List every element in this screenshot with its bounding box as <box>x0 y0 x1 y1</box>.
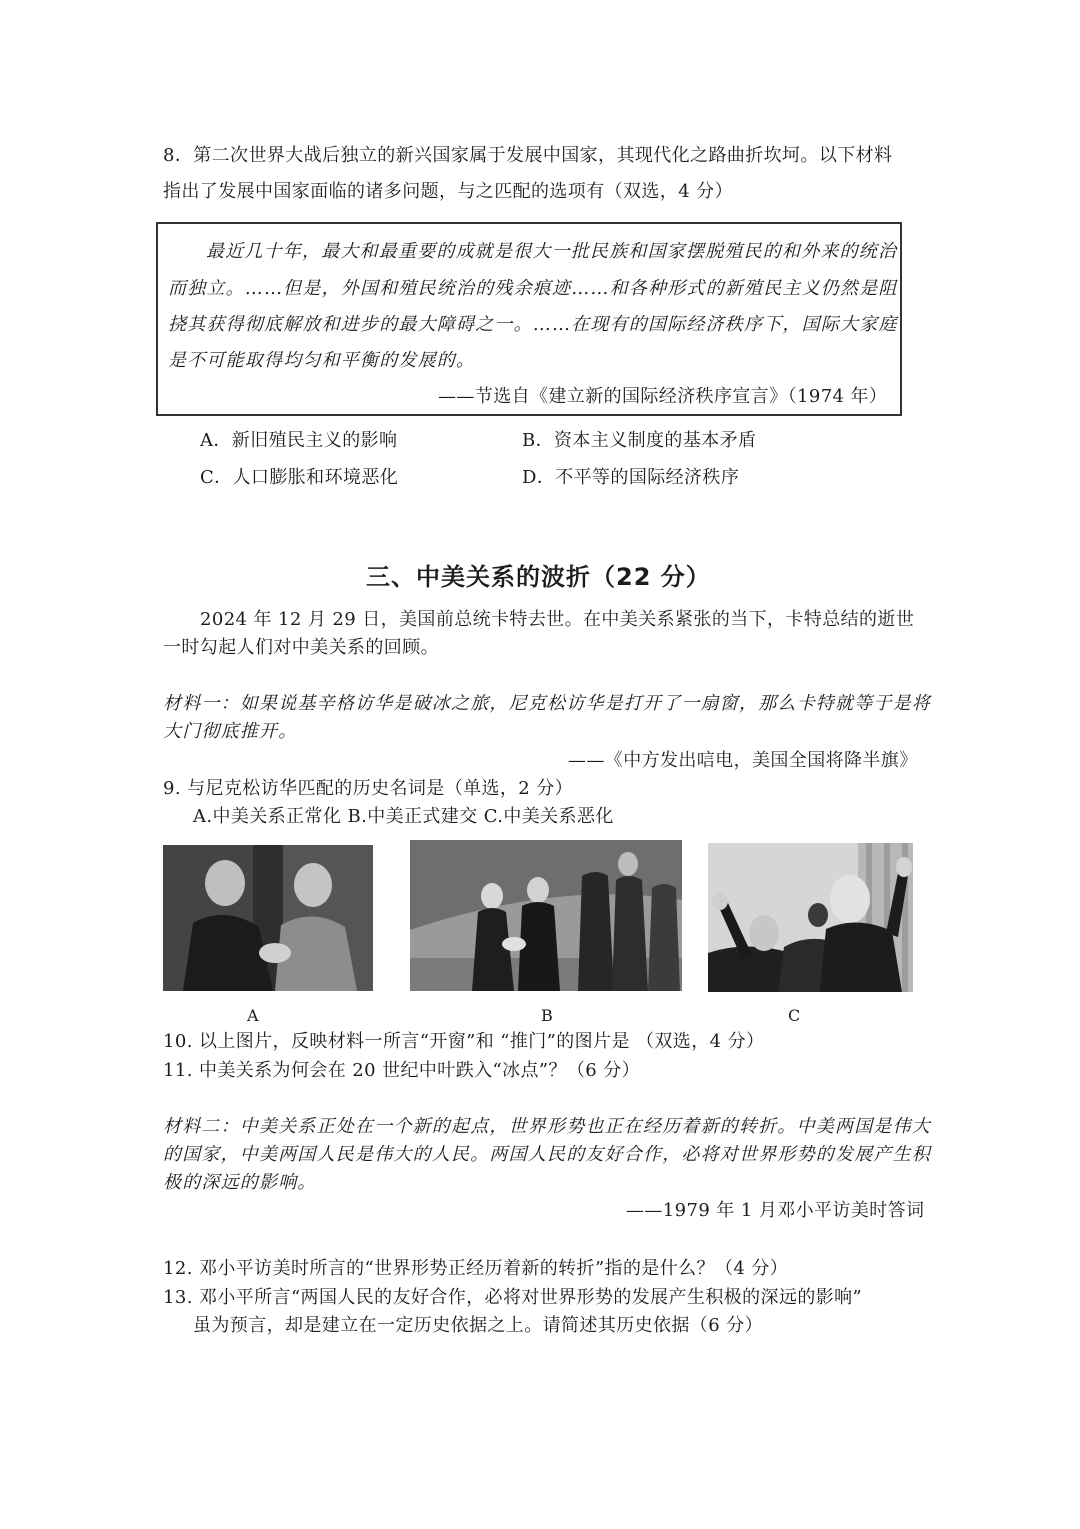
photo-b <box>410 840 682 991</box>
q9-stem: 9. 与尼克松访华匹配的历史名词是（单选，2 分） <box>163 778 574 799</box>
q9-options: A.中美关系正常化 B.中美正式建交 C.中美关系恶化 <box>193 806 614 827</box>
q11-stem: 11. 中美关系为何会在 20 世纪中叶跌入“冰点”？（6 分） <box>163 1060 641 1081</box>
material2-line1: 材料二：中美关系正处在一个新的起点，世界形势也正在经历着新的转折。中美两国是伟大 <box>163 1116 931 1137</box>
q8-stem-line1: 8．第二次世界大战后独立的新兴国家属于发展中国家，其现代化之路曲折坎坷。以下材料 <box>163 145 893 166</box>
photo-a-caption: A <box>247 1006 259 1025</box>
material1-line2: 大门彻底推开。 <box>163 721 298 742</box>
q8-stem-line2: 指出了发展中国家面临的诸多问题，与之匹配的选项有（双选，4 分） <box>163 181 733 202</box>
photo-b-caption: B <box>541 1006 553 1025</box>
q8-quote-line3: 挠其获得彻底解放和进步的最大障碍之一。……在现有的国际经济秩序下，国际大家庭 <box>168 314 898 335</box>
photo-c-caption: C <box>788 1006 801 1025</box>
material2-line3: 极的深远的影响。 <box>163 1172 317 1193</box>
section-title: 三、中美关系的波折（22 分） <box>366 563 711 591</box>
q10-stem: 10. 以上图片，反映材料一所言“开窗”和 “推门”的图片是 （双选，4 分） <box>163 1031 765 1052</box>
q8-quote-line2: 而独立。……但是，外国和殖民统治的残余痕迹……和各种形式的新殖民主义仍然是阻 <box>168 278 898 299</box>
q13-stem-line2: 虽为预言，却是建立在一定历史依据之上。请简述其历史依据（6 分） <box>193 1315 763 1336</box>
q13-stem-line1: 13. 邓小平所言“两国人民的友好合作，必将对世界形势的发展产生积极的深远的影响” <box>163 1287 863 1308</box>
intro-line2: 一时勾起人们对中美关系的回顾。 <box>163 637 439 658</box>
q12-stem: 12. 邓小平访美时所言的“世界形势正经历着新的转折”指的是什么？（4 分） <box>163 1258 789 1279</box>
material1-line1: 材料一：如果说基辛格访华是破冰之旅，尼克松访华是打开了一扇窗，那么卡特就等于是将 <box>163 693 931 714</box>
q8-quote-line1: 最近几十年，最大和最重要的成就是很大一批民族和国家摆脱殖民的和外来的统治 <box>206 241 898 262</box>
photo-a <box>163 845 373 991</box>
q8-quote-line4: 是不可能取得均匀和平衡的发展的。 <box>168 350 476 371</box>
q8-option-c: C．人口膨胀和环境恶化 <box>200 467 399 488</box>
q8-quote-source: ——节选自《建立新的国际经济秩序宣言》（1974 年） <box>438 386 888 407</box>
photo-c <box>708 843 913 992</box>
q8-option-b: B．资本主义制度的基本矛盾 <box>522 430 757 451</box>
material2-source: ——1979 年 1 月邓小平访美时答词 <box>626 1200 925 1221</box>
q8-option-a: A．新旧殖民主义的影响 <box>200 430 398 451</box>
q8-option-d: D．不平等的国际经济秩序 <box>522 467 740 488</box>
material2-line2: 的国家，中美两国人民是伟大的人民。两国人民的友好合作，必将对世界形势的发展产生积 <box>163 1144 931 1165</box>
intro-line1: 2024 年 12 月 29 日，美国前总统卡特去世。在中美关系紧张的当下，卡特总结的逝世 <box>200 609 915 630</box>
material1-source: ——《中方发出唁电，美国全国将降半旗》 <box>568 750 918 771</box>
